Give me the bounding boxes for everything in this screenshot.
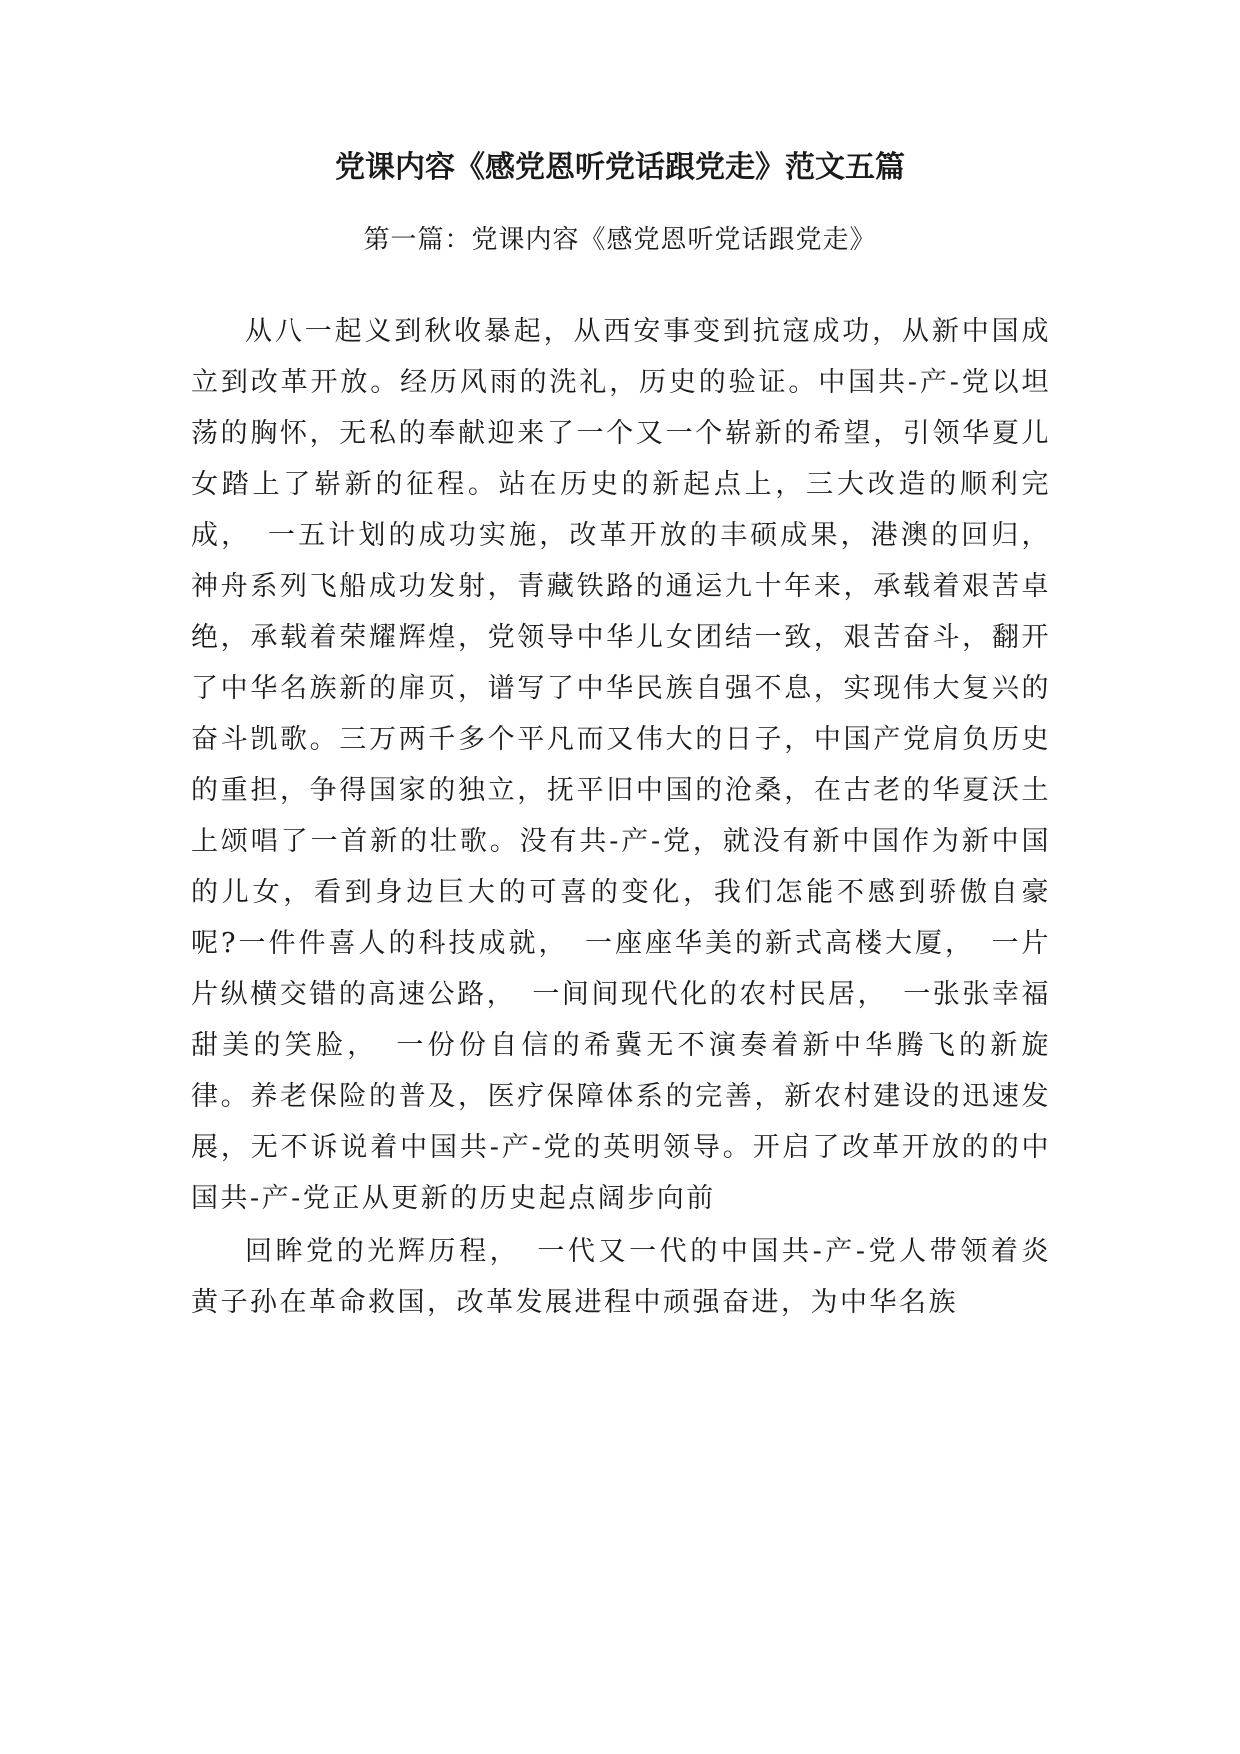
body-paragraph-2: 回眸党的光辉历程， 一代又一代的中国共-产-党人带领着炎黄子孙在革命救国，改革发展进程中顽强奋进，为中华名族 — [191, 1236, 1051, 1318]
section-heading: 第一篇：党课内容《感党恩听党话跟党走》 — [363, 225, 877, 255]
body-paragraph-1: 从八一起义到秋收暴起，从西安事变到抗寇成功，从新中国成立到改革开放。经历风雨的洗礼，历史的验证。中国共-产-党以坦荡的胸怀，无私的奉献迎来了一个又一个崭新的希望，引领华夏儿女踏上了崭新的征程。站在历史的新起点上，三大改造的顺利完成， 一五计划的成功实施，改革开放的丰硕成果，港澳的回归，神舟系列飞船成功发射，青藏铁路的通运九十年来，承载着艰苦卓绝，承载着荣耀辉煌，党领导中华儿女团结一致，艰苦奋斗，翻开了中华名族新的扉页，谱写了中华民族自强不息，实现伟大复兴的奋斗凯歌。三万两千多个平凡而又伟大的日子，中国产党肩负历史的重担，争得国家的独立，抚平旧中国的沧桑，在古老的华夏沃土上颂唱了一首新的壮歌。没有共-产-党，就没有新中国作为新中国的儿女，看到身边巨大的可喜的变化，我们怎能不感到骄傲自豪呢?一件件喜人的科技成就， 一座座华美的新式高楼大厦， 一片片纵横交错的高速公路， 一间间现代化的农村民居， 一张张幸福甜美的笑脸， 一份份自信的希冀无不演奏着新中华腾飞的新旋律。养老保险的普及，医疗保障体系的完善，新农村建设的迅速发展，无不诉说着中国共-产-党的英明领导。开启了改革开放的的中国共-产-党正从更新的历史起点阔步向前 — [191, 316, 1051, 1214]
document-body — [191, 306, 1051, 1328]
document-title: 党课内容《感党恩听党话跟党走》范文五篇 — [335, 150, 905, 185]
